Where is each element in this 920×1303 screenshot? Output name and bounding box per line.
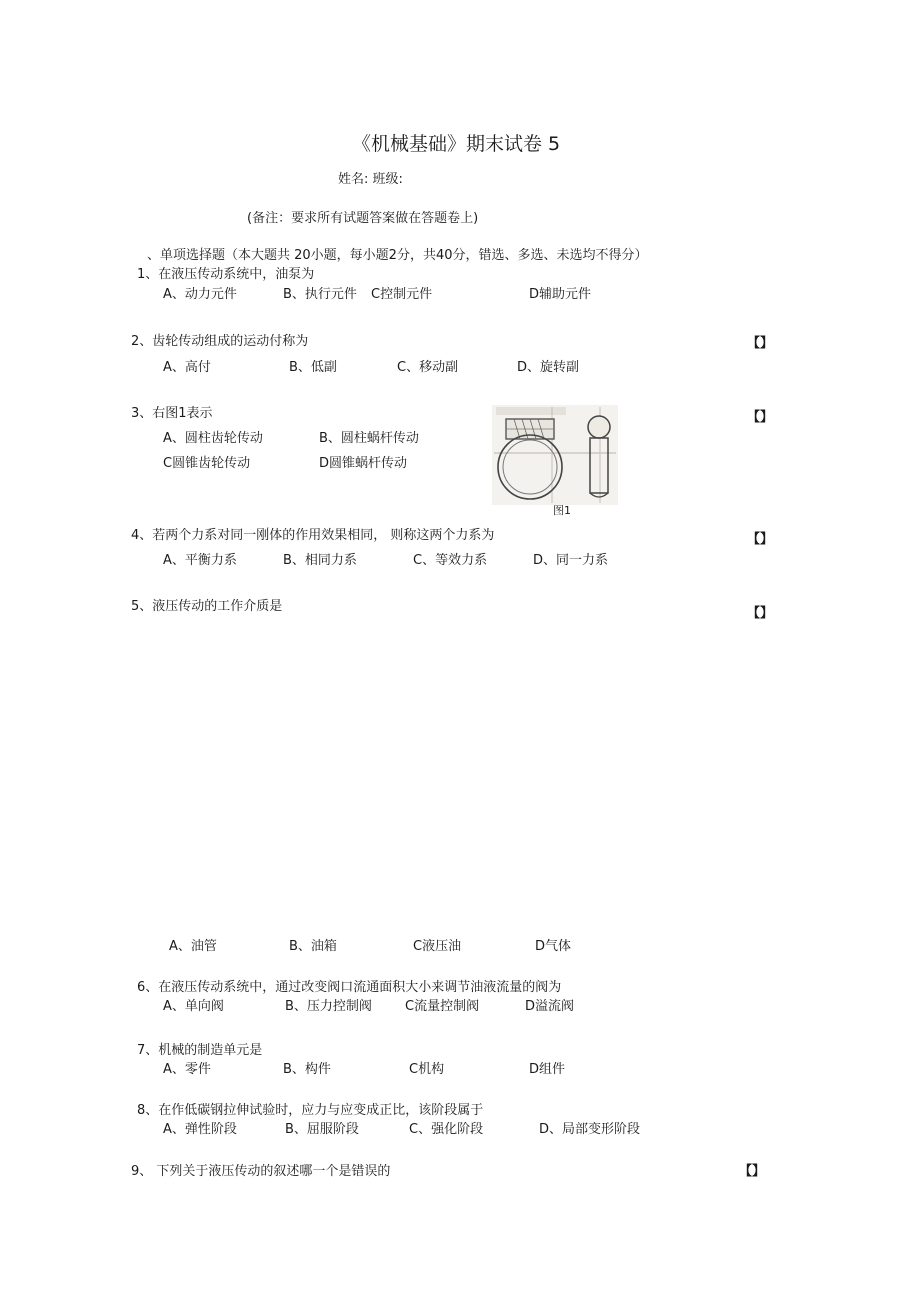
question-3-stem: 3、右图1表示 — [131, 406, 213, 421]
q1-option-b: B、执行元件 — [283, 287, 357, 302]
q8-option-a: A、弹性阶段 — [163, 1122, 237, 1137]
question-4-stem: 4、若两个力系对同一刚体的作用效果相同， 则称这两个力系为 — [131, 528, 495, 543]
q6-option-b: B、压力控制阀 — [285, 999, 372, 1014]
q2-option-d: D、旋转副 — [517, 360, 580, 375]
q3-option-c: C圆锥齿轮传动 — [163, 456, 251, 471]
q1-option-c: C控制元件 — [371, 287, 433, 302]
q5-option-c: C液压油 — [413, 939, 462, 954]
question-1-stem: 1、在液压传动系统中，油泵为 — [137, 267, 315, 282]
question-2-stem: 2、齿轮传动组成的运动付称为 — [131, 334, 309, 349]
question-5-stem: 5、液压传动的工作介质是 — [131, 599, 283, 614]
q2-option-a: A、高付 — [163, 360, 211, 375]
name-class-line: 姓名: 班级: — [338, 172, 403, 187]
figure-1-caption: 图1 — [553, 504, 571, 517]
q3-option-b: B、圆柱蜗杆传动 — [319, 431, 419, 446]
q5-answer-bracket: 【】 — [747, 606, 774, 621]
q3-option-d: D圆锥蜗杆传动 — [319, 456, 408, 471]
q4-option-c: C、等效力系 — [413, 553, 488, 568]
q8-option-d: D、局部变形阶段 — [539, 1122, 641, 1137]
q2-option-c: C、移动副 — [397, 360, 459, 375]
q5-option-a: A、油管 — [169, 939, 217, 954]
q6-option-c: C流量控制阀 — [405, 999, 480, 1014]
q2-answer-bracket: 【】 — [747, 336, 774, 351]
note-line: (备注：要求所有试题答案做在答题卷上) — [247, 211, 479, 226]
q7-option-b: B、构件 — [283, 1062, 331, 1077]
q3-answer-bracket: 【】 — [747, 410, 774, 425]
page-title: 《机械基础》期末试卷 5 — [352, 133, 561, 155]
q8-option-c: C、强化阶段 — [409, 1122, 484, 1137]
q7-option-c: C机构 — [409, 1062, 445, 1077]
q7-option-d: D组件 — [529, 1062, 566, 1077]
q1-option-a: A、动力元件 — [163, 287, 237, 302]
q9-answer-bracket: 【】 — [739, 1164, 766, 1179]
q1-option-d: D辅助元件 — [529, 287, 592, 302]
question-7-stem: 7、机械的制造单元是 — [137, 1043, 263, 1058]
q4-answer-bracket: 【】 — [747, 532, 774, 547]
worm-gear-figure — [492, 405, 618, 505]
q2-option-b: B、低副 — [289, 360, 337, 375]
q4-option-d: D、同一力系 — [533, 553, 609, 568]
q6-option-a: A、单向阀 — [163, 999, 224, 1014]
q7-option-a: A、零件 — [163, 1062, 211, 1077]
question-8-stem: 8、在作低碳钢拉伸试验时，应力与应变成正比，该阶段属于 — [137, 1103, 484, 1118]
question-9-stem: 9、 下列关于液压传动的叙述哪一个是错误的 — [131, 1164, 391, 1179]
q4-option-b: B、相同力系 — [283, 553, 357, 568]
q8-option-b: B、屈服阶段 — [285, 1122, 359, 1137]
section-heading: 、单项选择题（本大题共 20小题，每小题2分，共40分，错选、多选、未选均不得分） — [147, 248, 648, 263]
question-6-stem: 6、在液压传动系统中，通过改变阀口流通面积大小来调节油液流量的阀为 — [137, 980, 562, 995]
q4-option-a: A、平衡力系 — [163, 553, 237, 568]
q3-option-a: A、圆柱齿轮传动 — [163, 431, 263, 446]
q5-option-b: B、油箱 — [289, 939, 337, 954]
q5-option-d: D气体 — [535, 939, 572, 954]
q6-option-d: D溢流阀 — [525, 999, 575, 1014]
